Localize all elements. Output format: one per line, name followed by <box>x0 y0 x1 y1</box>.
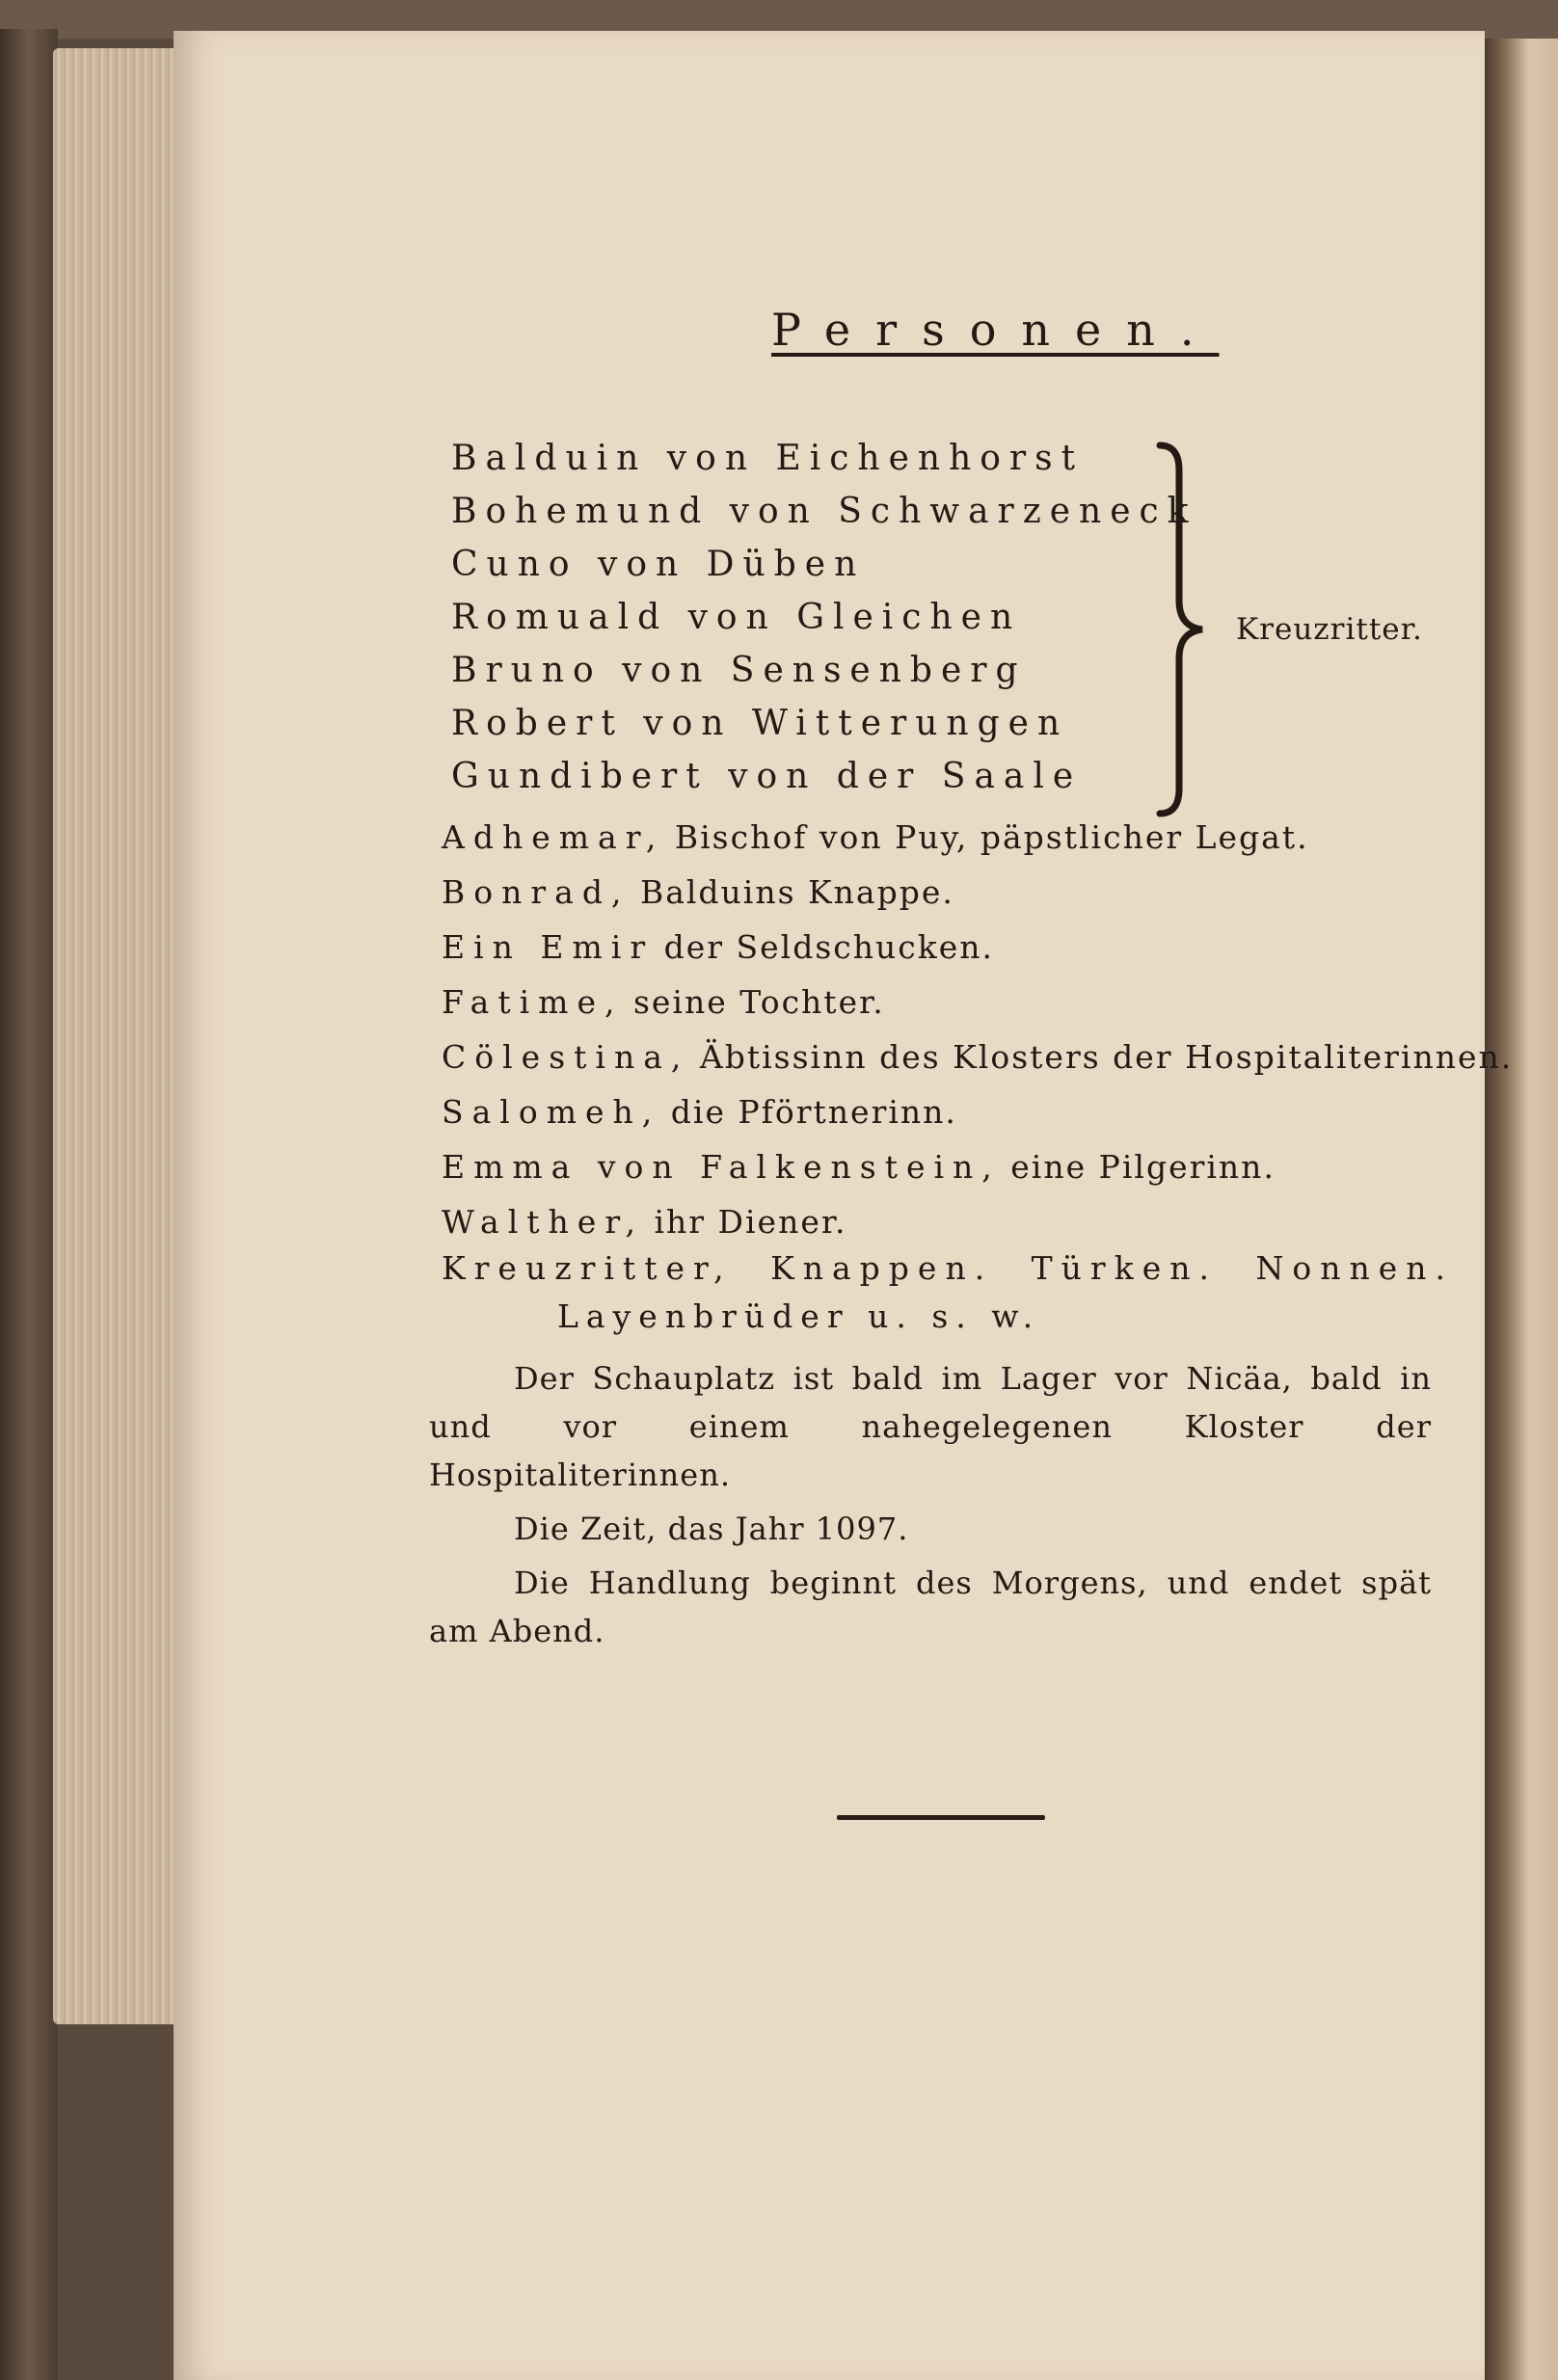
role-description: eine Pilgerinn. <box>1010 1148 1276 1186</box>
role-name: Fatime, <box>442 983 624 1021</box>
setting-note: Der Schauplatz ist bald im Lager vor Nicäa, bald in und vor einem nahegelegenen Kloster der Hospitaliterinnen. <box>429 1360 1432 1493</box>
role-name: Cölestina, <box>442 1038 690 1076</box>
closing-rule <box>837 1815 1045 1820</box>
role-line <box>442 1084 1464 1139</box>
extras-item: Nonnen. <box>1255 1249 1454 1287</box>
role-name: Ein Emir <box>442 928 655 966</box>
role-line <box>442 865 1464 920</box>
knights-list <box>451 432 1197 803</box>
role-description: der Seldschucken. <box>663 928 995 966</box>
extras-item: Knappen. <box>770 1249 994 1287</box>
knight-name: Romuald von Gleichen <box>451 598 1022 637</box>
role-name: Bonrad, <box>442 873 631 911</box>
role-line <box>442 1139 1464 1194</box>
knight-name: Bruno von Sensenberg <box>451 651 1027 690</box>
role-line <box>442 810 1464 865</box>
role-description: die Pförtnerinn. <box>670 1093 957 1131</box>
book-gutter-right <box>1485 39 1558 2380</box>
stage-notes <box>429 1354 1432 1661</box>
page-title: Personen. <box>771 304 1220 356</box>
extras-item: Kreuzritter, <box>442 1249 733 1287</box>
role-name: Emma von Falkenstein, <box>442 1148 1001 1186</box>
role-description: Äbtissinn des Klosters der Hospitaliterinnen. <box>699 1038 1514 1076</box>
action-note: Die Handlung beginnt des Morgens, und endet spät am Abend. <box>429 1564 1432 1649</box>
knight-name: Bohemund von Schwarzeneck <box>451 492 1197 531</box>
role-line <box>442 975 1464 1030</box>
role-line <box>442 920 1464 975</box>
curly-brace <box>1152 441 1220 817</box>
knight-name: Cuno von Düben <box>451 545 866 584</box>
knights-group-label: Kreuzritter. <box>1236 612 1423 647</box>
role-description: ihr Diener. <box>654 1203 847 1241</box>
knight-name: Robert von Witterungen <box>451 704 1069 743</box>
role-description: seine Tochter. <box>632 983 885 1021</box>
extras-line <box>442 1249 1454 1287</box>
extras-item: Türken. <box>1031 1249 1218 1287</box>
role-line <box>442 1030 1514 1084</box>
knight-name: Gundibert von der Saale <box>451 757 1083 796</box>
book-cover-edge <box>0 29 58 2380</box>
role-name: Adhemar, <box>442 818 665 856</box>
role-description: Bischof von Puy, päpstlicher Legat. <box>674 818 1309 856</box>
role-name: Walther, <box>442 1203 644 1241</box>
knight-name: Balduin von Eichenhorst <box>451 439 1085 478</box>
extras-continuation: Layenbrüder u. s. w. <box>557 1297 1041 1335</box>
role-description: Balduins Knappe. <box>639 873 954 911</box>
role-line <box>442 1194 1464 1249</box>
role-name: Salomeh, <box>442 1093 661 1131</box>
roles-list <box>442 810 1514 1249</box>
time-note: Die Zeit, das Jahr 1097. <box>514 1511 909 1547</box>
